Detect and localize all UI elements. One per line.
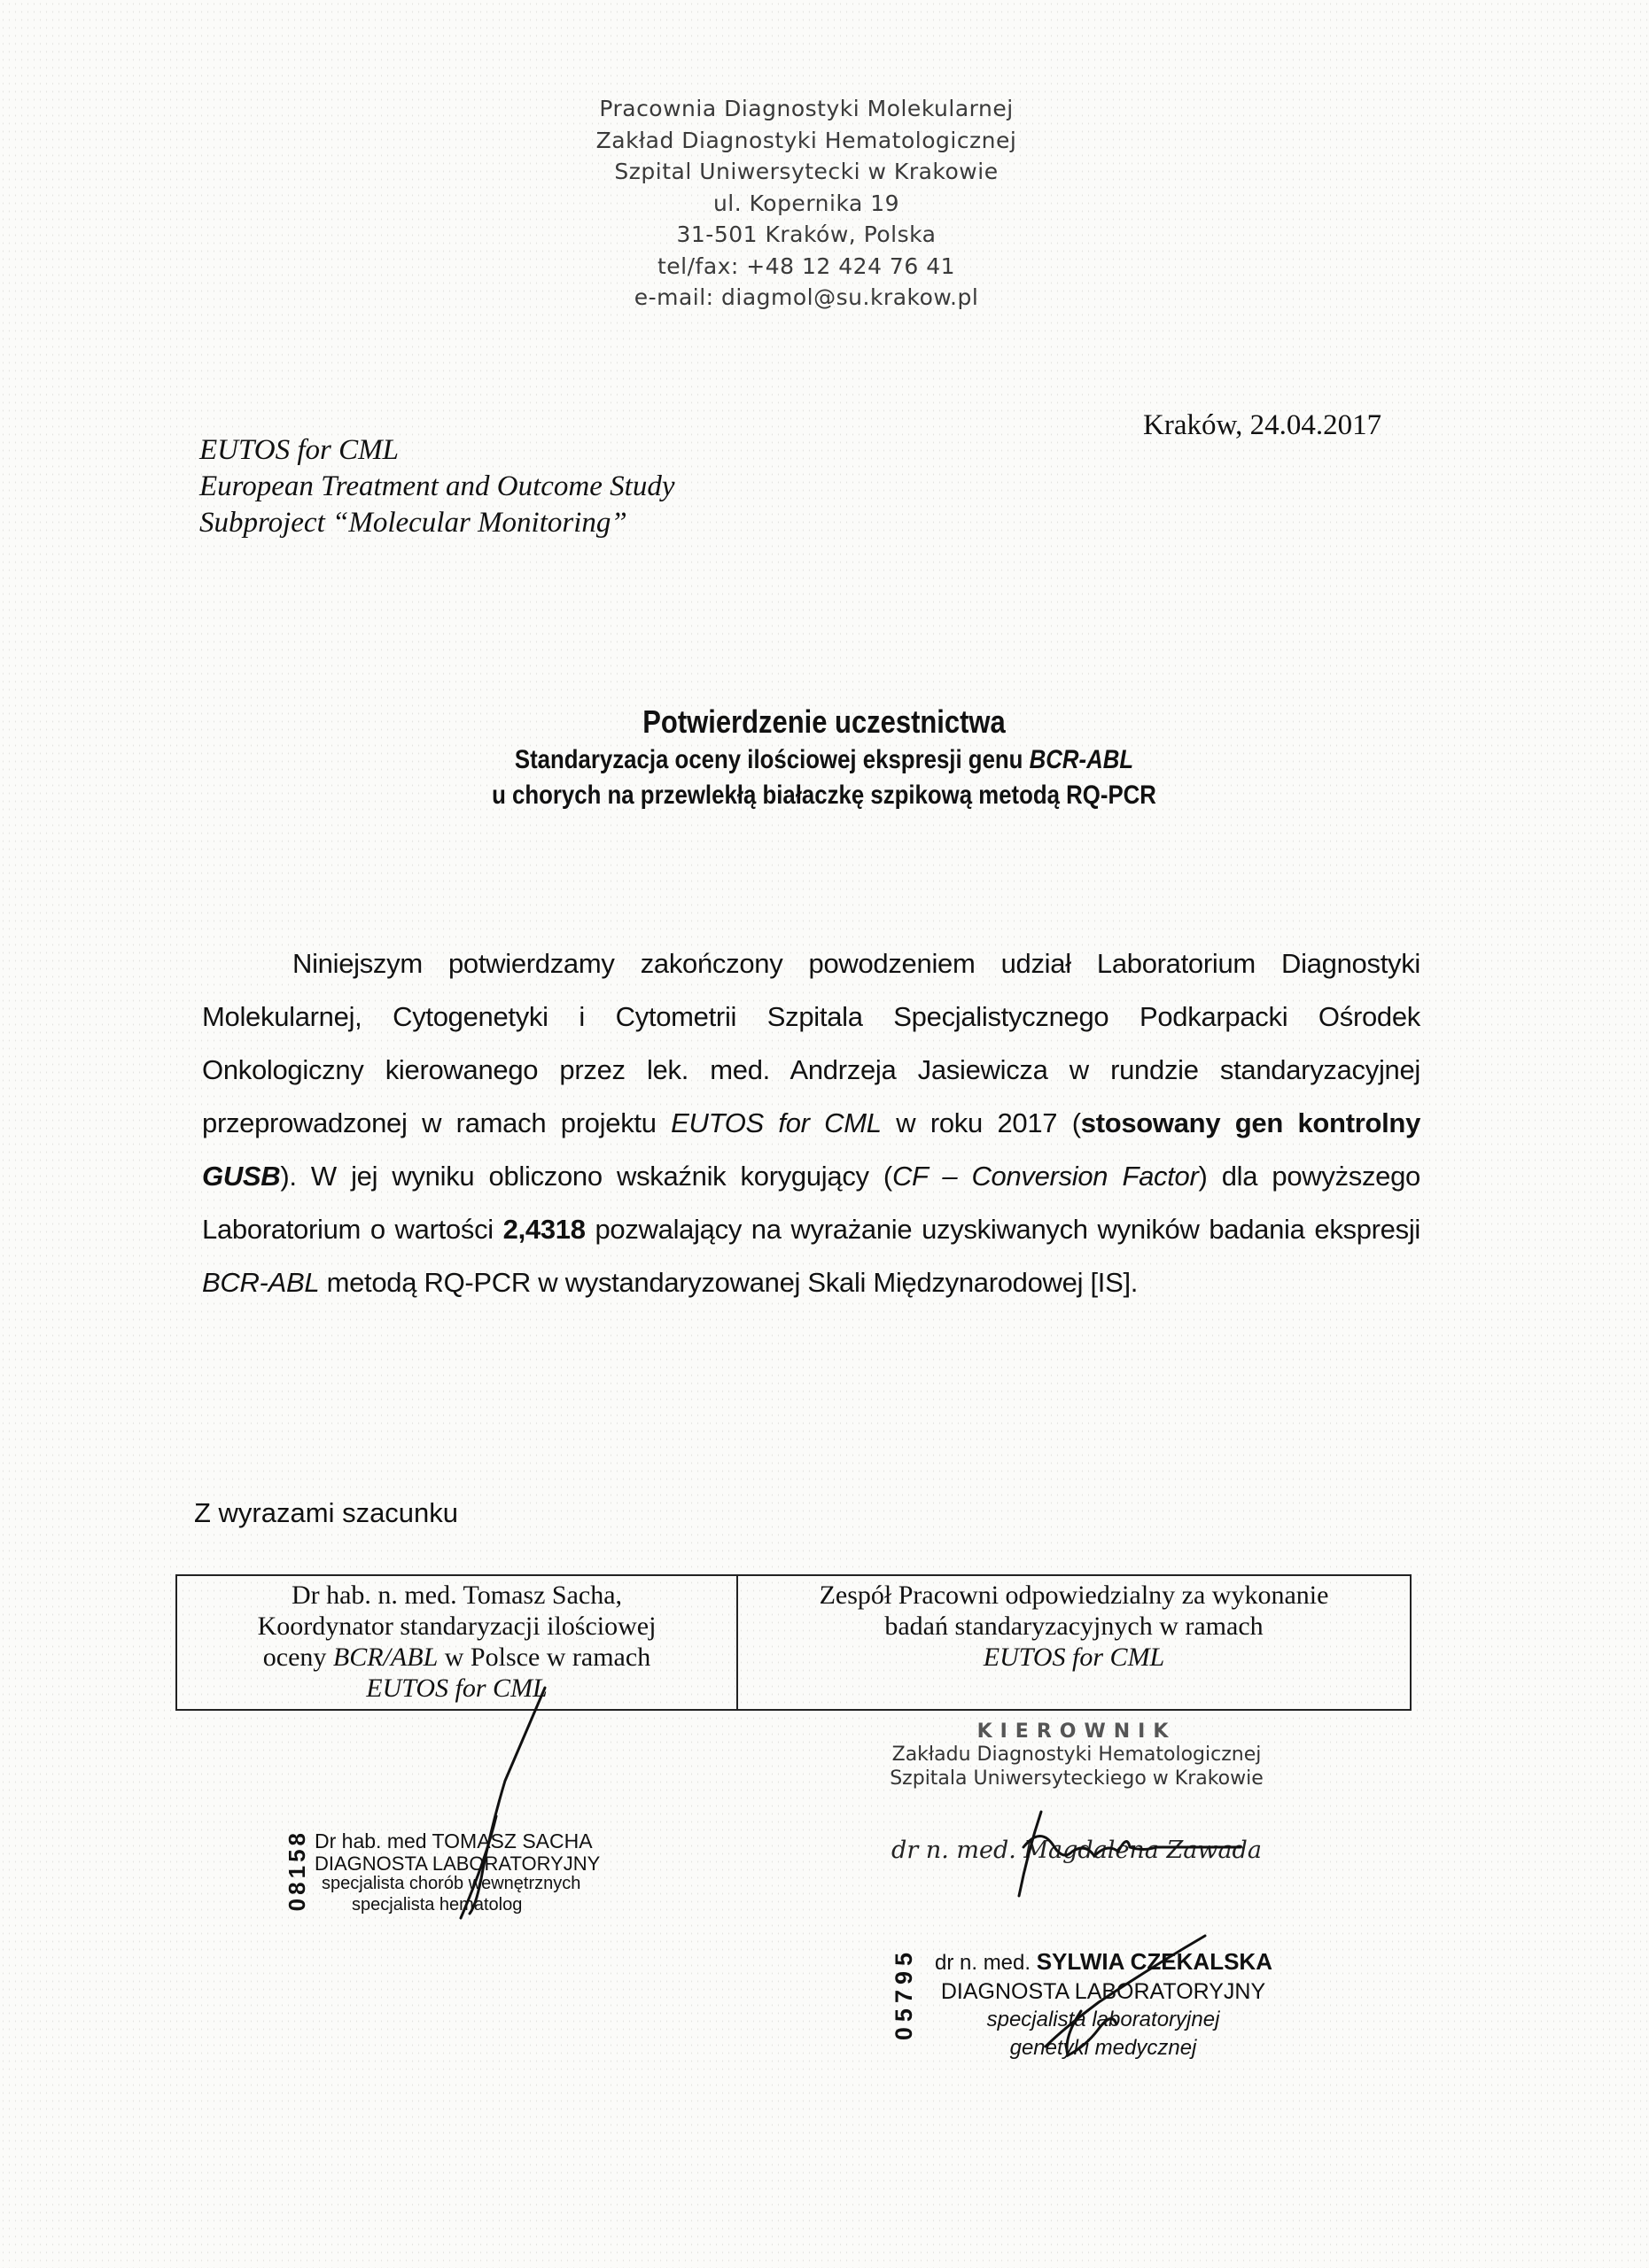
stamp-name: dr n. med. Magdalena Zawada (891, 1837, 1262, 1864)
project-name: EUTOS for CML (671, 1107, 882, 1138)
title-subtitle-2: u chorych na przewlekłą białaczkę szpikową metodą RQ-PCR (492, 781, 1156, 810)
recipient-line: Subproject “Molecular Monitoring” (199, 507, 627, 539)
stamp-line: Dr hab. med TOMASZ SACHA (315, 1829, 593, 1852)
body-text: pozwalający na wyrażanie uzyskiwanych wyników badania ekspresji (585, 1214, 1420, 1245)
subtitle-text: Standaryzacja oceny ilościowej ekspresji genu (514, 745, 1030, 774)
signature-czekalska (1046, 1936, 1205, 2055)
title-main: Potwierdzenie uczestnictwa (642, 703, 1006, 740)
stamp-line: specjalista chorób wewnętrznych (322, 1874, 581, 1893)
letterhead-line: Szpital Uniwersytecki w Krakowie (614, 159, 999, 184)
cf-value: 2,4318 (502, 1214, 586, 1245)
stamp-number: 05795 (891, 1947, 917, 2041)
control-gene-label: stosowany gen kontrolny (1080, 1107, 1421, 1138)
gene-name: BCR-ABL (202, 1267, 320, 1298)
project-name: EUTOS for CML (366, 1674, 548, 1703)
recipient-line: EUTOS for CML (199, 434, 399, 466)
signature-sacha (461, 1688, 545, 1918)
signature-zawada (1019, 1812, 1241, 1896)
project-name: EUTOS for CML (983, 1643, 1165, 1672)
body-text: w roku 2017 ( (881, 1107, 1081, 1138)
stamp-title: KIEROWNIK (976, 1720, 1177, 1743)
stamp-line: genetyki medycznej (1009, 2036, 1197, 2060)
cf-abbreviation: CF – Conversion Factor (891, 1161, 1199, 1192)
coordinator-role: Koordynator standaryzacji ilościowej (257, 1612, 657, 1641)
stamp-line: DIAGNOSTA LABORATORYJNY (940, 1979, 1266, 2004)
letterhead-line: ul. Kopernika 19 (712, 190, 900, 216)
letterhead-line: Pracownia Diagnostyki Molekularnej (599, 96, 1014, 121)
stamp-name: SYLWIA CZEKALSKA (1036, 1948, 1272, 1975)
text: w Polsce w ramach (438, 1643, 651, 1672)
subtitle-gene: BCR-ABL (1029, 745, 1134, 774)
stamp-line: specjalista laboratoryjnej (986, 2008, 1220, 2031)
body-text: Niniejszym potwierdzamy zakończony powodzeniem udział Laboratorium Diagnostyki Molekularnej, Cytogenetyki i Cytometrii Szpitala Specjalistycznego Podkarpacki Ośrodek Onkologiczny kierowanego przez lek. med. Andrzeja Jasiewicza w rundzie standaryzacyjnej przeprowadzonej w ramach projektu (202, 948, 1420, 1138)
text: dr n. med. (935, 1951, 1037, 1975)
stamp-line: specjalista hematolog (352, 1895, 523, 1915)
gene-name: BCR/ABL (332, 1643, 439, 1672)
body-text: ). W jej wyniku obliczono wskaźnik korygujący ( (280, 1161, 892, 1192)
closing-salutation: Z wyrazami szacunku (194, 1497, 459, 1528)
letter-date: Kraków, 24.04.2017 (1143, 409, 1382, 441)
letterhead-line: 31-501 Kraków, Polska (676, 221, 937, 247)
coordinator-name: Dr hab. n. med. Tomasz Sacha, (291, 1581, 623, 1610)
recipient-line: European Treatment and Outcome Study (199, 470, 675, 502)
stamp-line: Zakładu Diagnostyki Hematologicznej (891, 1744, 1262, 1766)
stamp-number: 08158 (284, 1829, 310, 1912)
text: oceny (262, 1643, 333, 1672)
body-text: metodą RQ-PCR w wystandaryzowanej Skali Międzynarodowej [IS]. (319, 1267, 1139, 1298)
body-text: ) dla powyższego Laboratorium o wartości (202, 1161, 1420, 1245)
letterhead-email: e-mail: diagmol@su.krakow.pl (634, 284, 979, 310)
control-gene: GUSB (202, 1161, 281, 1192)
letterhead-line: tel/fax: +48 12 424 76 41 (657, 252, 956, 279)
stamp-line: Szpitala Uniwersyteckiego w Krakowie (890, 1767, 1264, 1790)
team-line: Zespół Pracowni odpowiedzialny za wykonanie (819, 1581, 1329, 1610)
team-line: badań standaryzacyjnych w ramach (884, 1612, 1264, 1641)
letterhead-line: Zakład Diagnostyki Hematologicznej (595, 127, 1017, 153)
stamp-line: DIAGNOSTA LABORATORYJNY (315, 1852, 601, 1875)
